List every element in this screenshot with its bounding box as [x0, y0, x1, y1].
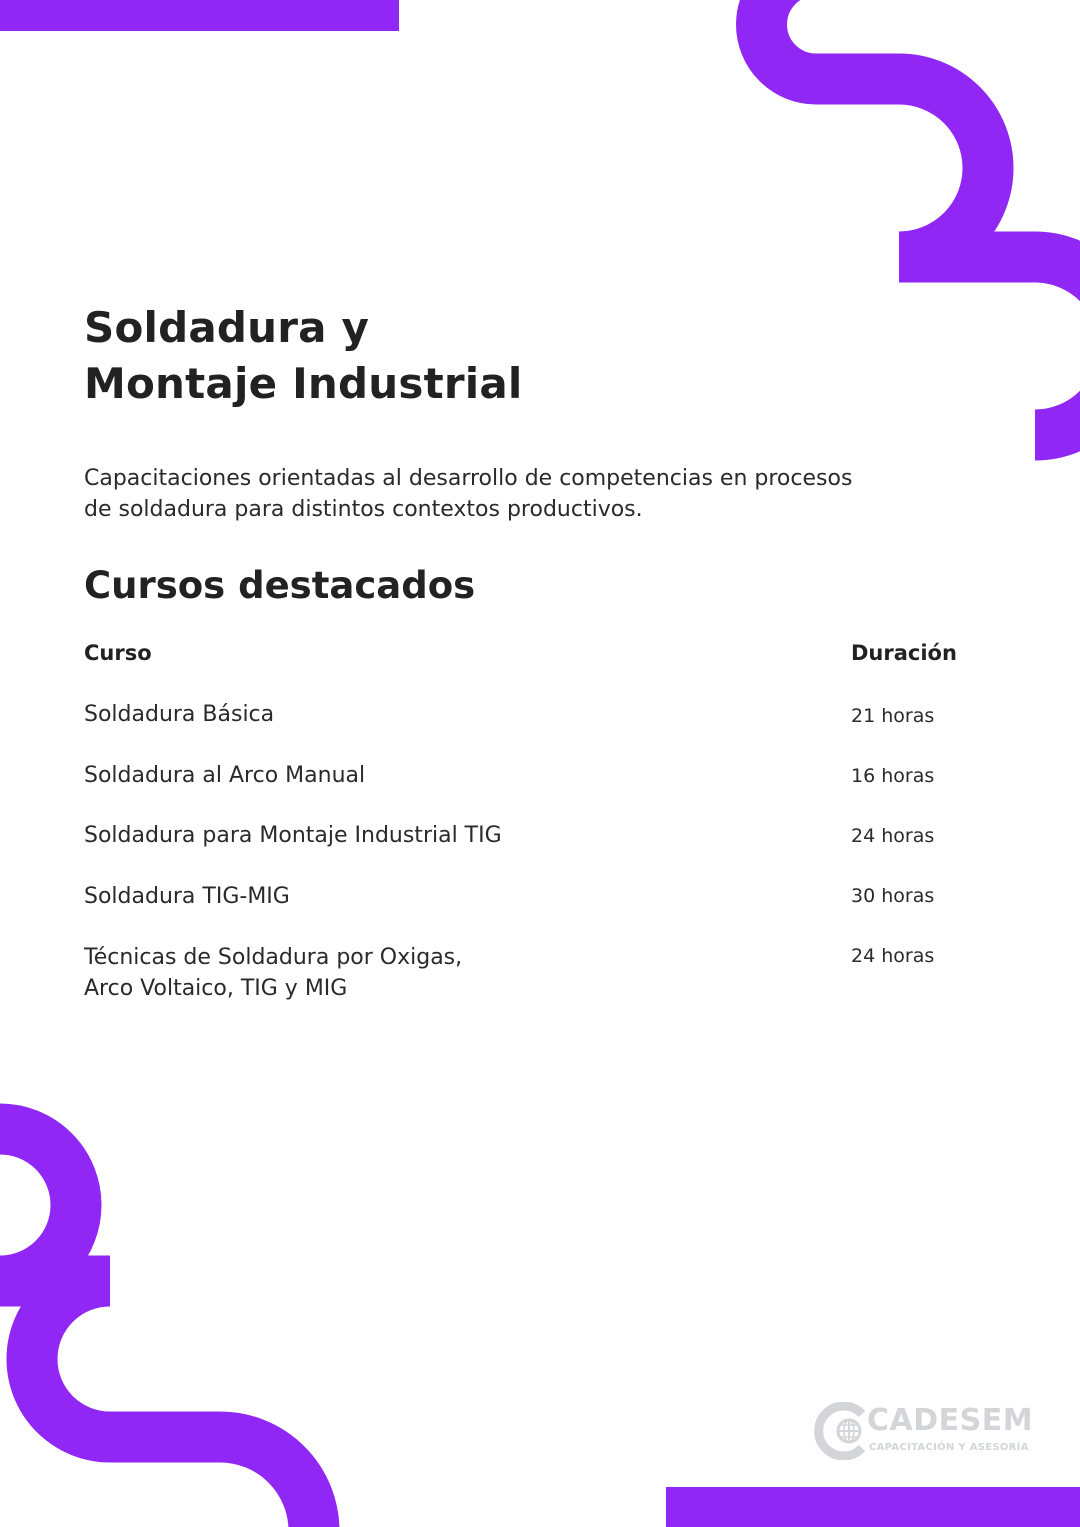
course-duration-4: 30 horas	[851, 885, 935, 907]
course-name-line-1: Técnicas de Soldadura por Oxigas,	[84, 945, 463, 970]
course-name-line: Soldadura para Montaje Industrial TIG	[84, 823, 502, 848]
top-accent-bar	[0, 0, 399, 31]
decorative-wave-top-right	[716, 0, 1080, 425]
course-name-2	[84, 760, 644, 791]
page-title-line-2: Montaje Industrial	[84, 359, 523, 408]
course-duration-2: 16 horas	[851, 765, 935, 787]
course-name-line-2: Arco Voltaico, TIG y MIG	[84, 976, 348, 1001]
intro-line-1: Capacitaciones orientadas al desarrollo de competencias en procesos	[84, 466, 853, 491]
course-duration-1: 21 horas	[851, 705, 935, 727]
course-name-3	[84, 820, 644, 851]
course-name-line: Soldadura TIG-MIG	[84, 884, 290, 909]
section-title-courses: Cursos destacados	[84, 564, 476, 607]
course-duration-3: 24 horas	[851, 825, 935, 847]
cadesem-logo	[813, 1398, 1053, 1468]
course-name-5	[84, 942, 644, 1004]
page-title-line-1: Soldadura y	[84, 303, 370, 352]
decorative-wave-bottom-left	[0, 1100, 370, 1527]
course-name-1	[84, 699, 644, 730]
course-name-line: Soldadura Básica	[84, 702, 275, 727]
intro-line-2: de soldadura para distintos contextos productivos.	[84, 497, 643, 522]
logo-tagline: CAPACITACIÓN Y ASESORÍA	[869, 1442, 1029, 1453]
logo-name: CADESEM	[867, 1403, 1034, 1438]
column-header-duration: Duración	[851, 641, 957, 665]
intro-paragraph	[84, 463, 984, 525]
course-name-4	[84, 881, 644, 912]
course-duration-5: 24 horas	[851, 945, 935, 967]
globe-c-logo-icon	[813, 1402, 871, 1460]
course-name-line: Soldadura al Arco Manual	[84, 763, 366, 788]
bottom-accent-bar	[666, 1487, 1080, 1527]
page-title	[84, 300, 523, 412]
column-header-course: Curso	[84, 641, 152, 665]
